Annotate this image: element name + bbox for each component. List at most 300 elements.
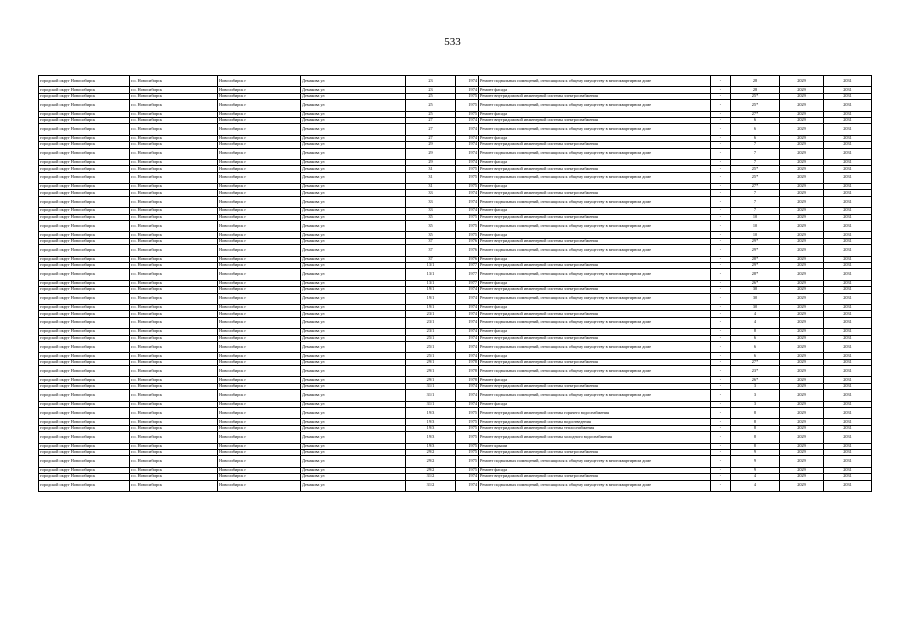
- district-cell: городской округ Новосибирск: [39, 245, 130, 256]
- year-to-cell: 2031: [824, 383, 872, 389]
- value-cell: 8: [731, 419, 780, 425]
- work-type-cell: Ремонт внутридомовой инженерной системы электроснабжения: [479, 311, 711, 317]
- district-cell: городской округ Новосибирск: [39, 172, 130, 183]
- city-cell: Новосибирск г: [218, 172, 301, 183]
- year-to-cell: 2031: [824, 111, 872, 117]
- district-cell: городской округ Новосибирск: [39, 148, 130, 159]
- locality-cell: г.о. Новосибирск: [130, 383, 218, 389]
- work-type-cell: Ремонт фасада: [479, 87, 711, 93]
- value-cell: 29*: [731, 238, 780, 244]
- dash-cell: -: [711, 401, 731, 407]
- locality-cell: г.о. Новосибирск: [130, 329, 218, 335]
- city-cell: Новосибирск г: [218, 443, 301, 449]
- district-cell: городской округ Новосибирск: [39, 293, 130, 304]
- street-cell: Демакова ул: [301, 359, 406, 365]
- year-from-cell: 2029: [780, 317, 824, 328]
- city-cell: Новосибирск г: [218, 408, 301, 419]
- city-cell: Новосибирск г: [218, 190, 301, 196]
- locality-cell: г.о. Новосибирск: [130, 142, 218, 148]
- locality-cell: г.о. Новосибирск: [130, 353, 218, 359]
- street-cell: Демакова ул: [301, 262, 406, 268]
- year-to-cell: 2031: [824, 232, 872, 238]
- street-cell: Демакова ул: [301, 221, 406, 232]
- street-cell: Демакова ул: [301, 390, 406, 401]
- table-row: [39, 245, 872, 256]
- street-cell: Демакова ул: [301, 172, 406, 183]
- dash-cell: -: [711, 419, 731, 425]
- year-from-cell: 2029: [780, 262, 824, 268]
- work-type-cell: Ремонт подвальных помещений, относящихся к общему имуществу в многоквартирном доме: [479, 148, 711, 159]
- dash-cell: -: [711, 366, 731, 377]
- house-number-cell: 29: [406, 159, 456, 165]
- year-from-cell: 2029: [780, 335, 824, 341]
- work-type-cell: Ремонт фасада: [479, 256, 711, 262]
- build-year-cell: 1977: [456, 280, 479, 286]
- district-cell: городской округ Новосибирск: [39, 383, 130, 389]
- house-number-cell: 33: [406, 208, 456, 214]
- year-from-cell: 2029: [780, 377, 824, 383]
- value-cell: 6: [731, 335, 780, 341]
- work-type-cell: Ремонт фасада: [479, 135, 711, 141]
- house-number-cell: 31: [406, 166, 456, 172]
- district-cell: городской округ Новосибирск: [39, 329, 130, 335]
- locality-cell: г.о. Новосибирск: [130, 232, 218, 238]
- dash-cell: -: [711, 135, 731, 141]
- work-type-cell: Ремонт фасада: [479, 111, 711, 117]
- build-year-cell: 1978: [456, 366, 479, 377]
- dash-cell: -: [711, 280, 731, 286]
- street-cell: Демакова ул: [301, 329, 406, 335]
- city-cell: Новосибирск г: [218, 262, 301, 268]
- build-year-cell: 1975: [456, 166, 479, 172]
- district-cell: городской округ Новосибирск: [39, 256, 130, 262]
- district-cell: городской округ Новосибирск: [39, 432, 130, 443]
- street-cell: Демакова ул: [301, 166, 406, 172]
- build-year-cell: 1974: [456, 311, 479, 317]
- year-from-cell: 2029: [780, 124, 824, 135]
- value-cell: 7: [731, 208, 780, 214]
- build-year-cell: 1975: [456, 443, 479, 449]
- district-cell: городской округ Новосибирск: [39, 317, 130, 328]
- work-type-cell: Ремонт крыши: [479, 443, 711, 449]
- locality-cell: г.о. Новосибирск: [130, 256, 218, 262]
- house-number-cell: 37: [406, 238, 456, 244]
- work-type-cell: Ремонт внутридомовой инженерной системы холодного водоснабжения: [479, 432, 711, 443]
- year-to-cell: 2031: [824, 172, 872, 183]
- year-to-cell: 2031: [824, 93, 872, 99]
- value-cell: 27*: [731, 359, 780, 365]
- table-row: [39, 76, 872, 87]
- year-to-cell: 2031: [824, 76, 872, 87]
- work-type-cell: Ремонт подвальных помещений, относящихся к общему имуществу в многоквартирном доме: [479, 221, 711, 232]
- street-cell: Демакова ул: [301, 449, 406, 455]
- year-from-cell: 2029: [780, 419, 824, 425]
- city-cell: Новосибирск г: [218, 117, 301, 123]
- build-year-cell: 1975: [456, 172, 479, 183]
- house-number-cell: 31/2: [406, 474, 456, 480]
- year-from-cell: 2029: [780, 232, 824, 238]
- city-cell: Новосибирск г: [218, 93, 301, 99]
- city-cell: Новосибирск г: [218, 293, 301, 304]
- value-cell: 6: [731, 135, 780, 141]
- value-cell: 26*: [731, 377, 780, 383]
- work-type-cell: Ремонт внутридомовой инженерной системы электроснабжения: [479, 287, 711, 293]
- work-type-cell: Ремонт подвальных помещений, относящихся к общему имуществу в многоквартирном доме: [479, 269, 711, 280]
- locality-cell: г.о. Новосибирск: [130, 419, 218, 425]
- year-from-cell: 2029: [780, 148, 824, 159]
- work-type-cell: Ремонт фасада: [479, 401, 711, 407]
- city-cell: Новосибирск г: [218, 353, 301, 359]
- work-type-cell: Ремонт подвальных помещений, относящихся к общему имуществу в многоквартирном доме: [479, 124, 711, 135]
- district-cell: городской округ Новосибирск: [39, 390, 130, 401]
- work-type-cell: Ремонт внутридомовой инженерной системы электроснабжения: [479, 262, 711, 268]
- year-to-cell: 2031: [824, 419, 872, 425]
- dash-cell: -: [711, 166, 731, 172]
- district-cell: городской округ Новосибирск: [39, 304, 130, 310]
- district-cell: городской округ Новосибирск: [39, 335, 130, 341]
- build-year-cell: 1976: [456, 245, 479, 256]
- year-to-cell: 2031: [824, 335, 872, 341]
- build-year-cell: 1974: [456, 353, 479, 359]
- work-type-cell: Ремонт внутридомовой инженерной системы электроснабжения: [479, 474, 711, 480]
- dash-cell: -: [711, 474, 731, 480]
- value-cell: 6: [731, 124, 780, 135]
- dash-cell: -: [711, 184, 731, 190]
- work-type-cell: Ремонт фасада: [479, 467, 711, 473]
- table-row: [39, 390, 872, 401]
- city-cell: Новосибирск г: [218, 366, 301, 377]
- year-from-cell: 2029: [780, 256, 824, 262]
- build-year-cell: 1974: [456, 390, 479, 401]
- street-cell: Демакова ул: [301, 148, 406, 159]
- value-cell: 8: [731, 329, 780, 335]
- work-type-cell: Ремонт внутридомовой инженерной системы электроснабжения: [479, 359, 711, 365]
- locality-cell: г.о. Новосибирск: [130, 87, 218, 93]
- year-to-cell: 2031: [824, 341, 872, 352]
- year-to-cell: 2031: [824, 304, 872, 310]
- dash-cell: -: [711, 208, 731, 214]
- street-cell: Демакова ул: [301, 238, 406, 244]
- locality-cell: г.о. Новосибирск: [130, 135, 218, 141]
- year-from-cell: 2029: [780, 456, 824, 467]
- dash-cell: -: [711, 190, 731, 196]
- city-cell: Новосибирск г: [218, 341, 301, 352]
- locality-cell: г.о. Новосибирск: [130, 196, 218, 207]
- street-cell: Демакова ул: [301, 401, 406, 407]
- dash-cell: -: [711, 443, 731, 449]
- work-type-cell: Ремонт внутридомовой инженерной системы горячего водоснабжения: [479, 408, 711, 419]
- build-year-cell: 1974: [456, 383, 479, 389]
- value-cell: 25*: [731, 100, 780, 111]
- dash-cell: -: [711, 148, 731, 159]
- value-cell: 9: [731, 456, 780, 467]
- district-cell: городской округ Новосибирск: [39, 353, 130, 359]
- work-type-cell: Ремонт подвальных помещений, относящихся к общему имуществу в многоквартирном доме: [479, 172, 711, 183]
- year-from-cell: 2029: [780, 208, 824, 214]
- street-cell: Демакова ул: [301, 432, 406, 443]
- table-row: [39, 221, 872, 232]
- city-cell: Новосибирск г: [218, 480, 301, 491]
- value-cell: 29*: [731, 262, 780, 268]
- street-cell: Демакова ул: [301, 353, 406, 359]
- year-from-cell: 2029: [780, 111, 824, 117]
- dash-cell: -: [711, 432, 731, 443]
- city-cell: Новосибирск г: [218, 256, 301, 262]
- district-cell: городской округ Новосибирск: [39, 287, 130, 293]
- city-cell: Новосибирск г: [218, 311, 301, 317]
- dash-cell: -: [711, 383, 731, 389]
- city-cell: Новосибирск г: [218, 196, 301, 207]
- house-number-cell: 23: [406, 87, 456, 93]
- house-number-cell: 13/1: [406, 280, 456, 286]
- locality-cell: г.о. Новосибирск: [130, 359, 218, 365]
- value-cell: 9: [731, 467, 780, 473]
- dash-cell: -: [711, 159, 731, 165]
- street-cell: Демакова ул: [301, 124, 406, 135]
- dash-cell: -: [711, 111, 731, 117]
- street-cell: Демакова ул: [301, 100, 406, 111]
- table-row: [39, 124, 872, 135]
- value-cell: 10: [731, 214, 780, 220]
- house-number-cell: 19/3: [406, 443, 456, 449]
- year-to-cell: 2031: [824, 184, 872, 190]
- value-cell: 8: [731, 443, 780, 449]
- table-row: [39, 432, 872, 443]
- value-cell: 6: [731, 353, 780, 359]
- build-year-cell: 1976: [456, 256, 479, 262]
- year-to-cell: 2031: [824, 287, 872, 293]
- year-to-cell: 2031: [824, 190, 872, 196]
- dash-cell: -: [711, 329, 731, 335]
- locality-cell: г.о. Новосибирск: [130, 311, 218, 317]
- locality-cell: г.о. Новосибирск: [130, 480, 218, 491]
- street-cell: Демакова ул: [301, 87, 406, 93]
- locality-cell: г.о. Новосибирск: [130, 280, 218, 286]
- year-to-cell: 2031: [824, 311, 872, 317]
- build-year-cell: 1974: [456, 190, 479, 196]
- street-cell: Демакова ул: [301, 135, 406, 141]
- locality-cell: г.о. Новосибирск: [130, 304, 218, 310]
- build-year-cell: 1974: [456, 142, 479, 148]
- year-to-cell: 2031: [824, 443, 872, 449]
- district-cell: городской округ Новосибирск: [39, 408, 130, 419]
- year-to-cell: 2031: [824, 221, 872, 232]
- table-row: [39, 317, 872, 328]
- district-cell: городской округ Новосибирск: [39, 311, 130, 317]
- year-to-cell: 2031: [824, 166, 872, 172]
- year-from-cell: 2029: [780, 166, 824, 172]
- year-from-cell: 2029: [780, 93, 824, 99]
- build-year-cell: 1974: [456, 87, 479, 93]
- table-row: [39, 269, 872, 280]
- value-cell: 28: [731, 87, 780, 93]
- city-cell: Новосибирск г: [218, 280, 301, 286]
- build-year-cell: 1974: [456, 124, 479, 135]
- house-number-cell: 35: [406, 232, 456, 238]
- year-to-cell: 2031: [824, 408, 872, 419]
- year-to-cell: 2031: [824, 353, 872, 359]
- district-cell: городской округ Новосибирск: [39, 214, 130, 220]
- dash-cell: -: [711, 172, 731, 183]
- value-cell: 25*: [731, 166, 780, 172]
- house-number-cell: 31/1: [406, 401, 456, 407]
- house-number-cell: 33: [406, 190, 456, 196]
- build-year-cell: 1974: [456, 293, 479, 304]
- house-number-cell: 29/2: [406, 449, 456, 455]
- city-cell: Новосибирск г: [218, 221, 301, 232]
- house-number-cell: 35: [406, 214, 456, 220]
- year-from-cell: 2029: [780, 480, 824, 491]
- city-cell: Новосибирск г: [218, 214, 301, 220]
- value-cell: 30: [731, 293, 780, 304]
- table-row: [39, 172, 872, 183]
- dash-cell: -: [711, 262, 731, 268]
- value-cell: 27*: [731, 184, 780, 190]
- house-number-cell: 31: [406, 172, 456, 183]
- year-from-cell: 2029: [780, 190, 824, 196]
- value-cell: 25*: [731, 172, 780, 183]
- city-cell: Новосибирск г: [218, 269, 301, 280]
- house-number-cell: 19/1: [406, 293, 456, 304]
- city-cell: Новосибирск г: [218, 159, 301, 165]
- locality-cell: г.о. Новосибирск: [130, 208, 218, 214]
- house-number-cell: 25/1: [406, 341, 456, 352]
- city-cell: Новосибирск г: [218, 390, 301, 401]
- year-from-cell: 2029: [780, 359, 824, 365]
- district-cell: городской округ Новосибирск: [39, 190, 130, 196]
- locality-cell: г.о. Новосибирск: [130, 100, 218, 111]
- city-cell: Новосибирск г: [218, 287, 301, 293]
- street-cell: Демакова ул: [301, 93, 406, 99]
- build-year-cell: 1975: [456, 449, 479, 455]
- build-year-cell: 1975: [456, 456, 479, 467]
- house-number-cell: 23/1: [406, 329, 456, 335]
- house-number-cell: 27: [406, 135, 456, 141]
- year-to-cell: 2031: [824, 366, 872, 377]
- build-year-cell: 1974: [456, 135, 479, 141]
- city-cell: Новосибирск г: [218, 100, 301, 111]
- year-from-cell: 2029: [780, 287, 824, 293]
- value-cell: 8: [731, 432, 780, 443]
- year-from-cell: 2029: [780, 280, 824, 286]
- build-year-cell: 1974: [456, 317, 479, 328]
- city-cell: Новосибирск г: [218, 359, 301, 365]
- city-cell: Новосибирск г: [218, 111, 301, 117]
- city-cell: Новосибирск г: [218, 467, 301, 473]
- district-cell: городской округ Новосибирск: [39, 480, 130, 491]
- house-number-cell: 23: [406, 76, 456, 87]
- year-to-cell: 2031: [824, 100, 872, 111]
- build-year-cell: 1974: [456, 208, 479, 214]
- build-year-cell: 1978: [456, 377, 479, 383]
- street-cell: Демакова ул: [301, 341, 406, 352]
- house-number-cell: 29/1: [406, 359, 456, 365]
- district-cell: городской округ Новосибирск: [39, 221, 130, 232]
- build-year-cell: 1975: [456, 221, 479, 232]
- value-cell: 30: [731, 287, 780, 293]
- value-cell: 28*: [731, 256, 780, 262]
- dash-cell: -: [711, 353, 731, 359]
- year-from-cell: 2029: [780, 269, 824, 280]
- locality-cell: г.о. Новосибирск: [130, 425, 218, 431]
- district-cell: городской округ Новосибирск: [39, 76, 130, 87]
- house-number-cell: 19/3: [406, 419, 456, 425]
- year-from-cell: 2029: [780, 135, 824, 141]
- year-to-cell: 2031: [824, 124, 872, 135]
- year-from-cell: 2029: [780, 432, 824, 443]
- year-from-cell: 2029: [780, 76, 824, 87]
- year-from-cell: 2029: [780, 304, 824, 310]
- work-type-cell: Ремонт внутридомовой инженерной системы электроснабжения: [479, 238, 711, 244]
- city-cell: Новосибирск г: [218, 419, 301, 425]
- year-to-cell: 2031: [824, 148, 872, 159]
- district-cell: городской округ Новосибирск: [39, 280, 130, 286]
- value-cell: 10: [731, 221, 780, 232]
- work-type-cell: Ремонт фасада: [479, 304, 711, 310]
- street-cell: Демакова ул: [301, 304, 406, 310]
- city-cell: Новосибирск г: [218, 124, 301, 135]
- house-number-cell: 35: [406, 221, 456, 232]
- value-cell: 7: [731, 148, 780, 159]
- district-cell: городской округ Новосибирск: [39, 208, 130, 214]
- locality-cell: г.о. Новосибирск: [130, 172, 218, 183]
- locality-cell: г.о. Новосибирск: [130, 184, 218, 190]
- dash-cell: -: [711, 467, 731, 473]
- year-to-cell: 2031: [824, 117, 872, 123]
- year-from-cell: 2029: [780, 221, 824, 232]
- dash-cell: -: [711, 425, 731, 431]
- work-type-cell: Ремонт подвальных помещений, относящихся к общему имуществу в многоквартирном доме: [479, 293, 711, 304]
- district-cell: городской округ Новосибирск: [39, 124, 130, 135]
- city-cell: Новосибирск г: [218, 432, 301, 443]
- dash-cell: -: [711, 335, 731, 341]
- street-cell: Демакова ул: [301, 117, 406, 123]
- value-cell: 7: [731, 142, 780, 148]
- house-number-cell: 29/2: [406, 467, 456, 473]
- street-cell: Демакова ул: [301, 214, 406, 220]
- locality-cell: г.о. Новосибирск: [130, 401, 218, 407]
- locality-cell: г.о. Новосибирск: [130, 93, 218, 99]
- year-from-cell: 2029: [780, 449, 824, 455]
- value-cell: 6: [731, 117, 780, 123]
- table-row: [39, 148, 872, 159]
- street-cell: Демакова ул: [301, 256, 406, 262]
- dash-cell: -: [711, 245, 731, 256]
- district-cell: городской округ Новосибирск: [39, 377, 130, 383]
- street-cell: Демакова ул: [301, 293, 406, 304]
- build-year-cell: 1974: [456, 480, 479, 491]
- value-cell: 3: [731, 390, 780, 401]
- district-cell: городской округ Новосибирск: [39, 166, 130, 172]
- build-year-cell: 1975: [456, 408, 479, 419]
- street-cell: Демакова ул: [301, 408, 406, 419]
- work-type-cell: Ремонт внутридомовой инженерной системы электроснабжения: [479, 190, 711, 196]
- street-cell: Демакова ул: [301, 335, 406, 341]
- locality-cell: г.о. Новосибирск: [130, 335, 218, 341]
- city-cell: Новосибирск г: [218, 317, 301, 328]
- build-year-cell: 1974: [456, 117, 479, 123]
- house-number-cell: 37: [406, 245, 456, 256]
- house-number-cell: 31/1: [406, 383, 456, 389]
- value-cell: 4: [731, 311, 780, 317]
- build-year-cell: 1975: [456, 467, 479, 473]
- year-to-cell: 2031: [824, 208, 872, 214]
- year-to-cell: 2031: [824, 142, 872, 148]
- street-cell: Демакова ул: [301, 111, 406, 117]
- locality-cell: г.о. Новосибирск: [130, 456, 218, 467]
- year-to-cell: 2031: [824, 317, 872, 328]
- street-cell: Демакова ул: [301, 280, 406, 286]
